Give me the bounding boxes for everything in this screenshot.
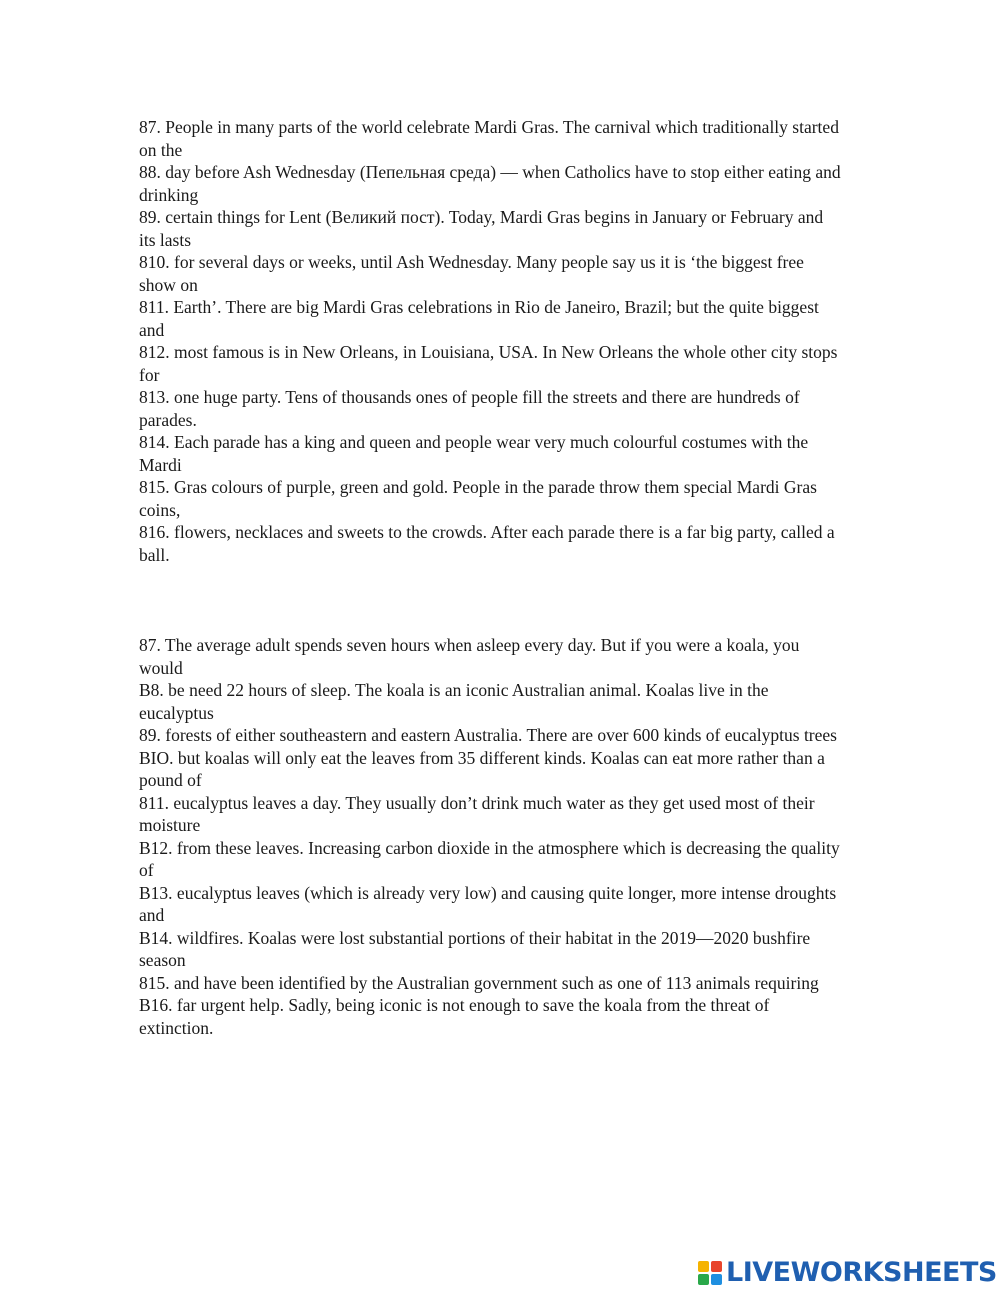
text-line: season xyxy=(139,950,186,970)
text-line: extinction. xyxy=(139,1017,214,1038)
text-line: on the xyxy=(139,139,183,160)
logo-square xyxy=(698,1261,709,1272)
text-line: B8. be need 22 hours of sleep. The koala is an iconic Australian animal. Koalas live in the xyxy=(139,680,769,700)
text-line: B12. from these leaves. Increasing carbon dioxide in the atmosphere which is decreasing the quality xyxy=(139,837,840,858)
logo-square xyxy=(698,1274,709,1285)
text-line: 87. People in many parts of the world celebrate Mardi Gras. The carnival which traditionally started xyxy=(139,117,839,137)
logo-square xyxy=(711,1261,722,1272)
text-line: 810. for several days or weeks, until Ash Wednesday. Many people say us it is ‘the biggest free xyxy=(139,252,804,272)
liveworksheets-logo[interactable] xyxy=(698,1255,997,1289)
text-line: drinking xyxy=(139,184,199,205)
text-line: and xyxy=(139,905,165,925)
text-line: 815. and have been identified by the Australian government such as one of 113 animals requiring xyxy=(139,972,819,993)
text-line: show on xyxy=(139,274,198,295)
text-line: 815. Gras colours of purple, green and gold. People in the parade throw them special Mardi Gras xyxy=(139,477,817,497)
text-line: parades. xyxy=(139,409,197,430)
text-line: its lasts xyxy=(139,229,192,250)
text-line: 812. most famous is in New Orleans, in Louisiana, USA. In New Orleans the whole other city stops xyxy=(139,342,838,362)
koala-text-block xyxy=(139,634,939,1039)
text-line: ball. xyxy=(139,544,170,565)
text-line: 811. Earth’. There are big Mardi Gras celebrations in Rio de Janeiro, Brazil; but the quite biggest xyxy=(139,297,819,317)
text-line: 814. Each parade has a king and queen and people wear very much colourful costumes with the xyxy=(139,432,809,452)
text-line: B14. wildfires. Koalas were lost substantial portions of their habitat in the 2019—2020 bushfire xyxy=(139,927,811,948)
text-line: of xyxy=(139,860,154,880)
text-line: for xyxy=(139,364,160,385)
text-line: would xyxy=(139,657,183,678)
mardi-gras-text-block xyxy=(139,116,939,566)
text-line: 816. flowers, necklaces and sweets to the crowds. After each parade there is a far big party, called a xyxy=(139,522,835,542)
text-line: Mardi xyxy=(139,454,182,475)
text-line: BIO. but koalas will only eat the leaves from 35 different kinds. Koalas can eat more rather than a xyxy=(139,747,825,768)
text-line: 811. eucalyptus leaves a day. They usually don’t drink much water as they get used most of their xyxy=(139,792,815,813)
logo-square xyxy=(711,1274,722,1285)
text-line: eucalyptus xyxy=(139,702,214,723)
text-line: coins, xyxy=(139,499,181,520)
logo-wordmark: LIVEWORKSHEETS xyxy=(726,1256,997,1288)
text-line: moisture xyxy=(139,815,201,835)
text-line: B16. far urgent help. Sadly, being iconic is not enough to save the koala from the threat of xyxy=(139,995,770,1015)
text-line: 89. certain things for Lent (Великий пост). Today, Mardi Gras begins in January or February and xyxy=(139,207,824,227)
text-line: B13. eucalyptus leaves (which is already very low) and causing quite longer, more intense droughts xyxy=(139,882,837,903)
text-line: 89. forests of either southeastern and eastern Australia. There are over 600 kinds of eucalyptus trees xyxy=(139,725,837,745)
text-line: 87. The average adult spends seven hours when asleep every day. But if you were a koala, you xyxy=(139,635,800,655)
text-line: and xyxy=(139,319,165,340)
text-line: 88. day before Ash Wednesday (Пепельная среда) — when Catholics have to stop either eating and xyxy=(139,162,841,182)
liveworksheets-logo-icon xyxy=(698,1261,722,1285)
text-line: 813. one huge party. Tens of thousands ones of people fill the streets and there are hundreds of xyxy=(139,387,800,407)
text-line: pound of xyxy=(139,770,202,790)
